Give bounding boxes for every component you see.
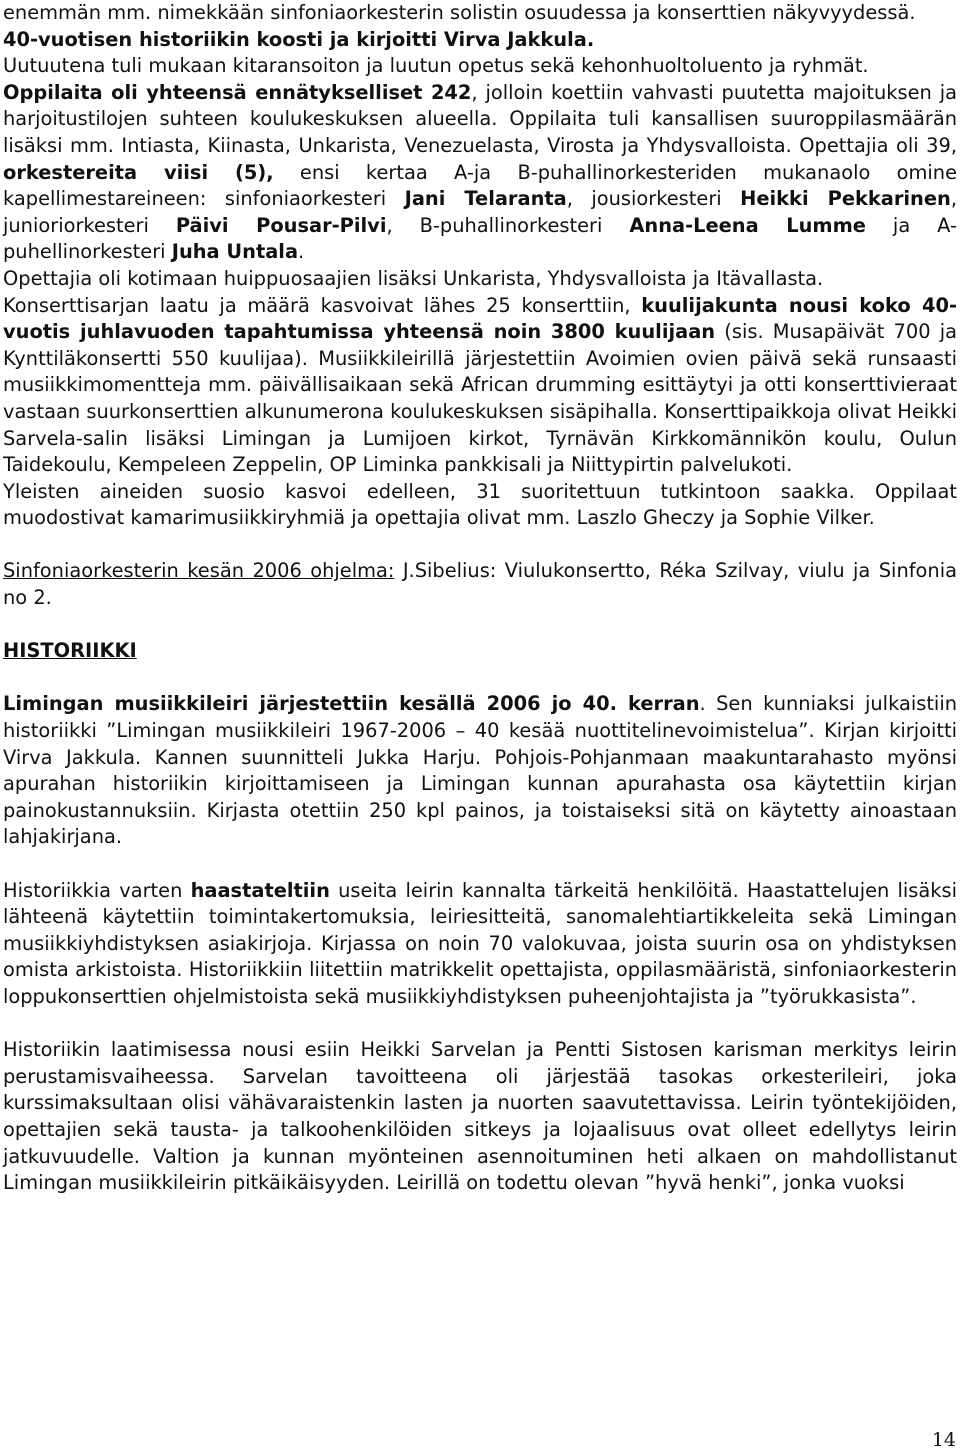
bold-run: orkestereita viisi (5),	[3, 160, 274, 184]
paragraph-international-teachers	[3, 266, 957, 293]
spacer	[3, 851, 957, 878]
spacer	[3, 532, 957, 559]
paragraph-historiikki-sources	[3, 878, 957, 1011]
spacer	[3, 665, 957, 692]
bold-run: Jani Telaranta	[404, 187, 567, 211]
bold-run: Limingan musiikkileiri järjestettiin kesällä 2006 jo 40. kerran	[3, 692, 700, 716]
text-run: .	[298, 240, 305, 264]
bold-run: Anna-Leena Lumme	[629, 213, 866, 237]
text-run: Konserttisarjan laatu ja määrä kasvoivat lähes 25 konserttiin,	[3, 293, 642, 317]
text-run: Opettajia oli kotimaan huippuosaajien lisäksi Unkarista, Yhdysvalloista ja Itävallasta.	[3, 266, 824, 290]
text-run: J.Sibelius: Viulukonsertto, Réka Szilvay, viulu ja Sinfonia no 2.	[3, 559, 957, 610]
bold-run: Heikki Pekkarinen	[740, 187, 951, 211]
bold-run: 40-vuotisen historiikin koosti ja kirjoitti Virva Jakkula.	[3, 27, 595, 51]
text-run: , jousiorkesteri	[566, 187, 741, 211]
program-label: Sinfoniaorkesterin kesän 2006 ohjelma:	[3, 559, 395, 583]
text-run: . Sen kunniaksi julkaistiin historiikki ”Limingan musiikkileiri 1967-2006 – 40 kesää nuottitelinevoimistelua”. Kirjan kirjoitti Virva Jakkula. Kannen suunnitteli Jukka Harju. Pohjois-Pohjanmaan maakuntarahasto myönsi apurahan historiikin kirjoittamiseen ja Limingan kunnan apurahasta osa käytettiin kirjan painokustannuksiin. Kirjasta otettiin 250 kpl painos, ja toistaiseksi sitä on käytetty ainoastaan lahjakirjana.	[3, 692, 957, 849]
bold-run: Juha Untala	[171, 240, 299, 264]
paragraph-historiikki-publication	[3, 691, 957, 851]
paragraph-history-compiler	[3, 27, 957, 54]
paragraph-students-teachers	[3, 80, 957, 266]
paragraph-intro-tail	[3, 0, 957, 27]
paragraph-new-courses	[3, 53, 957, 80]
spacer	[3, 1011, 957, 1038]
text-run: , jolloin koettiin vahvasti puutetta majoituksen ja harjoitustilojen suhteen koulukeskuksen alueella. Oppilaita tuli kansallisen suuroppilasmäärän lisäksi mm. Intiasta, Kiinasta, Unkarista, Venezuelasta, Virosta ja Yhdysvalloista. Opettajia oli 39,	[3, 80, 957, 157]
text-run: Yleisten aineiden suosio kasvoi edelleen, 31 suoritettuun tutkintoon saakka. Oppilaat muodostivat kamarimusiikkiryhmiä ja opettajia olivat mm. Laszlo Gheczy ja Sophie Vilker.	[3, 479, 957, 530]
bold-run: Oppilaita oli yhteensä ennätykselliset 242	[3, 80, 472, 104]
paragraph-historiikki-founders	[3, 1037, 957, 1197]
text-run: enemmän mm. nimekkään sinfoniaorkesterin solistin osuudessa ja konserttien näkyvyydessä.	[3, 1, 916, 24]
spacer	[3, 612, 957, 639]
text-run: ensi kertaa A-ja B-puhallinorkesteriden mukanaolo omine kapellimestareineen: sinfoniaorkesteri	[3, 160, 958, 211]
text-run: Uutuutena tuli mukaan kitaransoiton ja luutun opetus sekä kehonhuoltoluento ja ryhmät.	[3, 54, 869, 78]
bold-run: haastateltiin	[190, 878, 330, 902]
section-heading-historiikki: HISTORIIKKI	[3, 639, 137, 663]
page-number: 14	[931, 1429, 956, 1451]
text-run: , B-puhallinorkesteri	[386, 213, 630, 237]
text-run: useita leirin kannalta tärkeitä henkilöitä. Haastattelujen lisäksi lähteenä käytettiin toimintakertomuksia, leiriesitteitä, sanomalehtiartikkeleita sekä Limingan musiikkiyhdistyksen asiakirjoja. Kirjassa on noin 70 valokuvaa, joista suurin osa on yhdistyksen omista arkistoista. Historiikkiin liitettiin matrikkelit opettajista, oppilasmääristä, sinfoniaorkesterin loppukonserttien ohjelmistoista sekä musiikkiyhdistyksen puheenjohtajista ja ”työrukkasista”.	[3, 878, 957, 1008]
paragraph-concerts	[3, 293, 957, 479]
text-run: ja A-puhellinorkesteri	[3, 213, 957, 264]
paragraph-summer-program	[3, 558, 957, 611]
paragraph-general-subjects	[3, 479, 957, 532]
document-page	[3, 0, 957, 1197]
text-run: Historiikin laatimisessa nousi esiin Heikki Sarvelan ja Pentti Sistosen karisman merkitys leirin perustamisvaiheessa. Sarvelan tavoitteena oli järjestää tasokas orkesterileiri, joka kurssimaksultaan olisi vähävaraistenkin lasten ja nuorten saavutettavissa. Leirin työntekijöiden, opettajien sekä tausta- ja talkoohenkilöiden sitkeys ja lojaalisuus ovat olleet edellytys leirin jatkuvuudelle. Valtion ja kunnan myönteinen asennoituminen heti alkaen on mahdollistanut Limingan musiikkileirin pitkäikäisyyden. Leirillä on todettu olevan ”hyvä henki”, jonka vuoksi	[3, 1038, 957, 1195]
bold-run: kuulijakunta nousi koko 40-vuotis juhlavuoden tapahtumissa yhteensä noin 3800 kuulijaan	[3, 293, 958, 344]
text-run: , junioriorkesteri	[3, 187, 957, 237]
bold-run: Päivi Pousar-Pilvi	[175, 213, 387, 237]
text-run: Historiikkia varten	[3, 878, 191, 902]
text-run: (sis. Musapäivät 700 ja Kynttiläkonsertti 550 kuulijaa). Musiikkileirillä järjestettiin Avoimien ovien päivä sekä runsaasti musiikkimomentteja mm. päivällisaikaan sekä African drumming esittäytyi ja otti konserttivieraat vastaan suurkonserttien alkunumerona koulukeskuksen sisäpihalla. Konserttipaikkoja olivat Heikki Sarvela-salin lisäksi Limingan ja Lumijoen kirkot, Tyrnävän Kirkkomännikön koulu, Oulun Taidekoulu, Kempeleen Zeppelin, OP Liminka pankkisali ja Niittypirtin palvelukoti.	[3, 320, 957, 477]
